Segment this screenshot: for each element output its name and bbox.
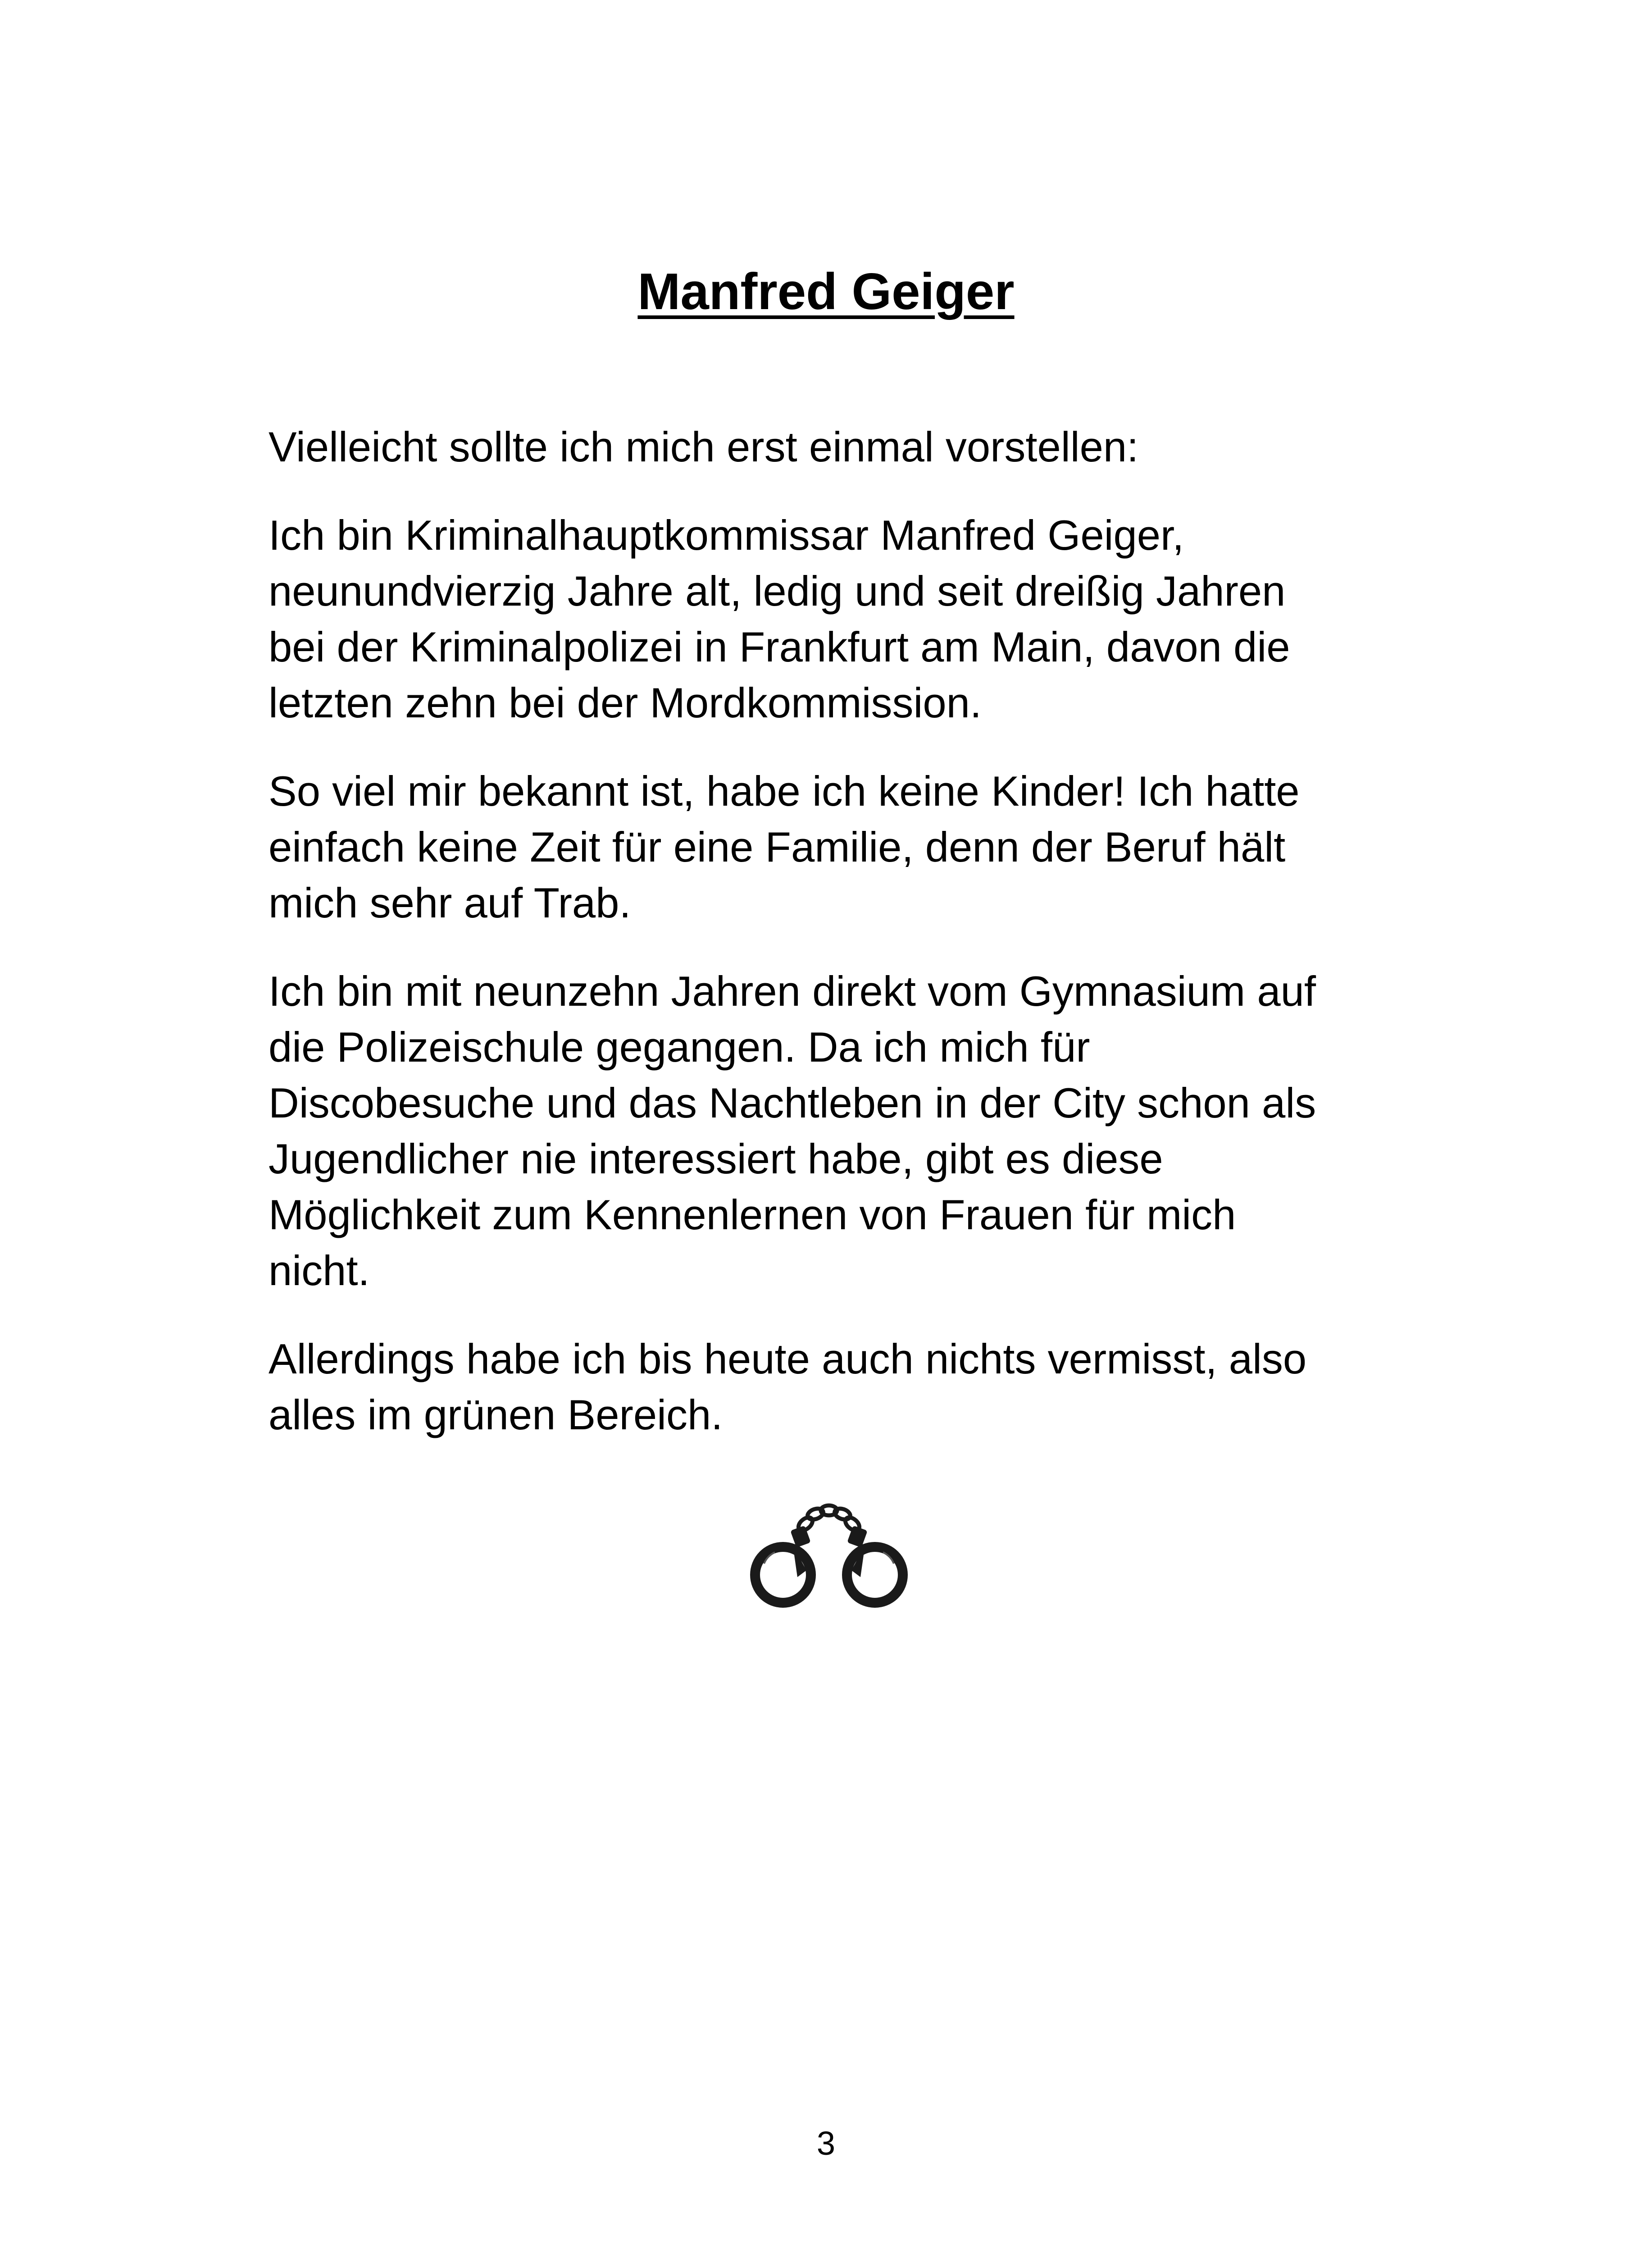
page-number: 3: [816, 2125, 836, 2162]
paragraph-2: [269, 507, 1422, 731]
page-title: Manfred Geiger: [637, 263, 1015, 320]
paragraph-5: [269, 1331, 1422, 1443]
text-line: mich sehr auf Trab.: [269, 879, 631, 926]
text-line: Möglichkeit zum Kennenlernen von Frauen für mich: [269, 1191, 1236, 1238]
paragraph-4: [269, 963, 1422, 1299]
text-line: letzten zehn bei der Mordkommission.: [269, 679, 982, 726]
text-line: Discobesuche und das Nachtleben in der City schon als: [269, 1079, 1316, 1126]
text-line: Allerdings habe ich bis heute auch nichts vermisst, also: [269, 1335, 1307, 1382]
text-line: Ich bin mit neunzehn Jahren direkt vom Gymnasium auf: [269, 967, 1316, 1015]
text-line: alles im grünen Bereich.: [269, 1391, 723, 1438]
text-line: neunundvierzig Jahre alt, ledig und seit dreißig Jahren: [269, 567, 1286, 615]
body-text: [269, 419, 1422, 1475]
text-line: die Polizeischule gegangen. Da ich mich für: [269, 1023, 1090, 1071]
text-line: einfach keine Zeit für eine Familie, denn der Beruf hält: [269, 823, 1286, 871]
text-line: Jugendlicher nie interessiert habe, gibt es diese: [269, 1135, 1163, 1182]
text-line: Vielleicht sollte ich mich erst einmal vorstellen:: [269, 423, 1139, 470]
text-line: nicht.: [269, 1247, 370, 1294]
text-line: bei der Kriminalpolizei in Frankfurt am Main, davon die: [269, 623, 1290, 670]
handcuffs-icon: [739, 1491, 919, 1627]
paragraph-1: [269, 419, 1422, 475]
text-line: So viel mir bekannt ist, habe ich keine Kinder! Ich hatte: [269, 767, 1300, 815]
text-line: Ich bin Kriminalhauptkommissar Manfred Geiger,: [269, 511, 1184, 559]
paragraph-3: [269, 763, 1422, 931]
